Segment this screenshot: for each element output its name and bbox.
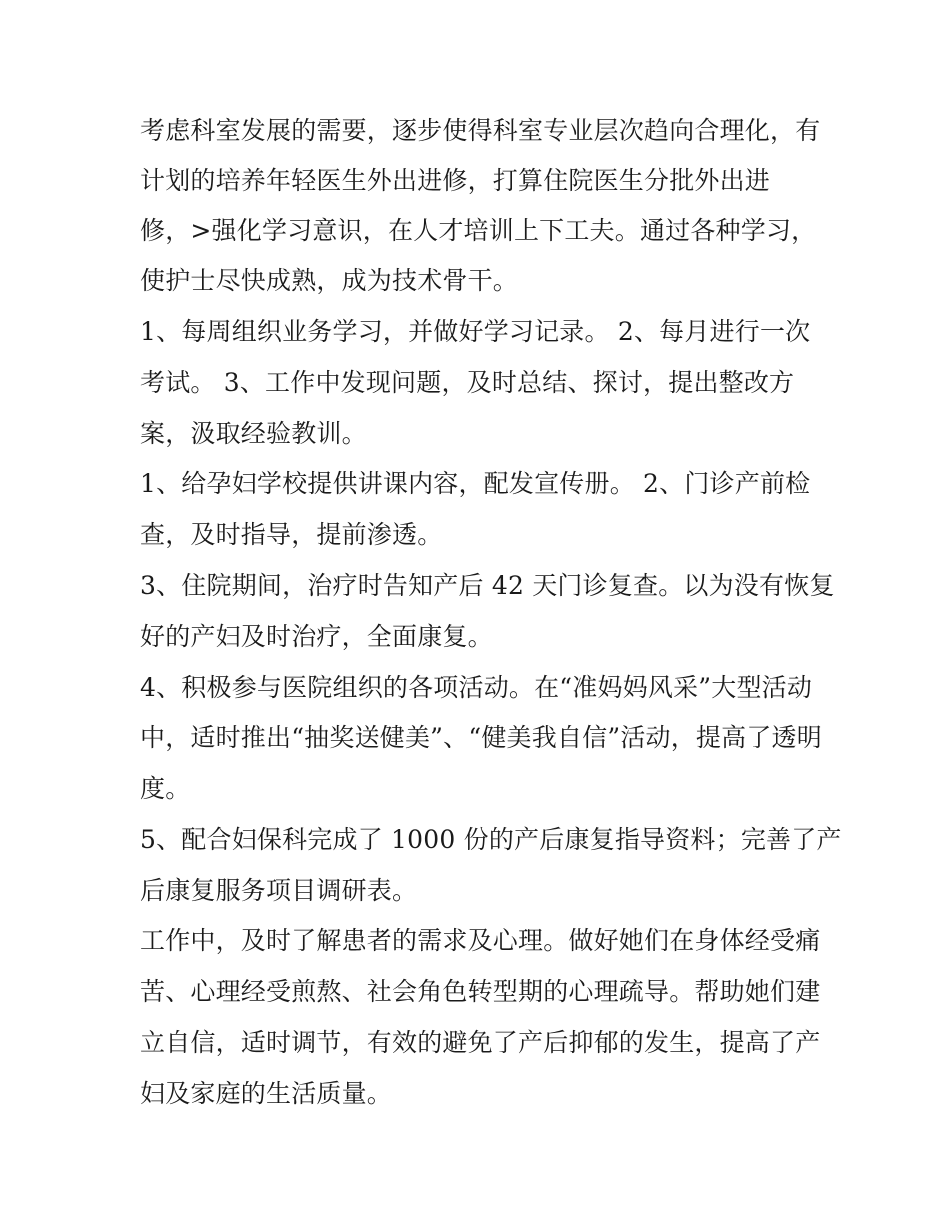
text-line: 3、住院期间，治疗时告知产后 42 天门诊复查。以为没有恢复 [140, 571, 835, 600]
text-line: 修，>强化学习意识，在人才培训上下工夫。通过各种学习， [140, 216, 817, 245]
text-line: 中，适时推出“抽奖送健美”、“健美我自信”活动，提高了透明 [140, 723, 822, 752]
text-line: 查，及时指导，提前渗透。 [140, 520, 443, 549]
text-line: 度。 [140, 774, 191, 803]
text-line: 使护士尽快成熟，成为技术骨干。 [140, 266, 519, 295]
text-line: 好的产妇及时治疗，全面康复。 [140, 622, 493, 651]
text-line: 妇及家庭的生活质量。 [140, 1079, 393, 1108]
text-line: 4、积极参与医院组织的各项活动。在“准妈妈风采”大型活动 [140, 673, 813, 702]
text-line: 计划的培养年轻医生外出进修，打算住院医生分批外出进 [140, 166, 771, 195]
text-line: 工作中，及时了解患者的需求及心理。做好她们在身体经受痛 [140, 926, 821, 955]
text-line: 苦、心理经受煎熬、社会角色转型期的心理疏导。帮助她们建 [140, 977, 821, 1006]
text-line: 立自信，适时调节，有效的避免了产后抑郁的发生，提高了产 [140, 1028, 821, 1057]
text-line: 考虑科室发展的需要，逐步使得科室专业层次趋向合理化，有 [140, 116, 821, 145]
text-line: 1、给孕妇学校提供讲课内容，配发宣传册。 2、门诊产前检 [140, 469, 811, 498]
text-line: 后康复服务项目调研表。 [140, 876, 418, 905]
text-line: 案，汲取经验教训。 [140, 419, 367, 448]
text-line: 1、每周组织业务学习，并做好学习记录。 2、每月进行一次 [140, 317, 811, 346]
text-line: 考试。 3、工作中发现问题，及时总结、探讨，提出整改方 [140, 368, 795, 397]
text-line: 5、配合妇保科完成了 1000 份的产后康复指导资料；完善了产 [140, 825, 842, 854]
